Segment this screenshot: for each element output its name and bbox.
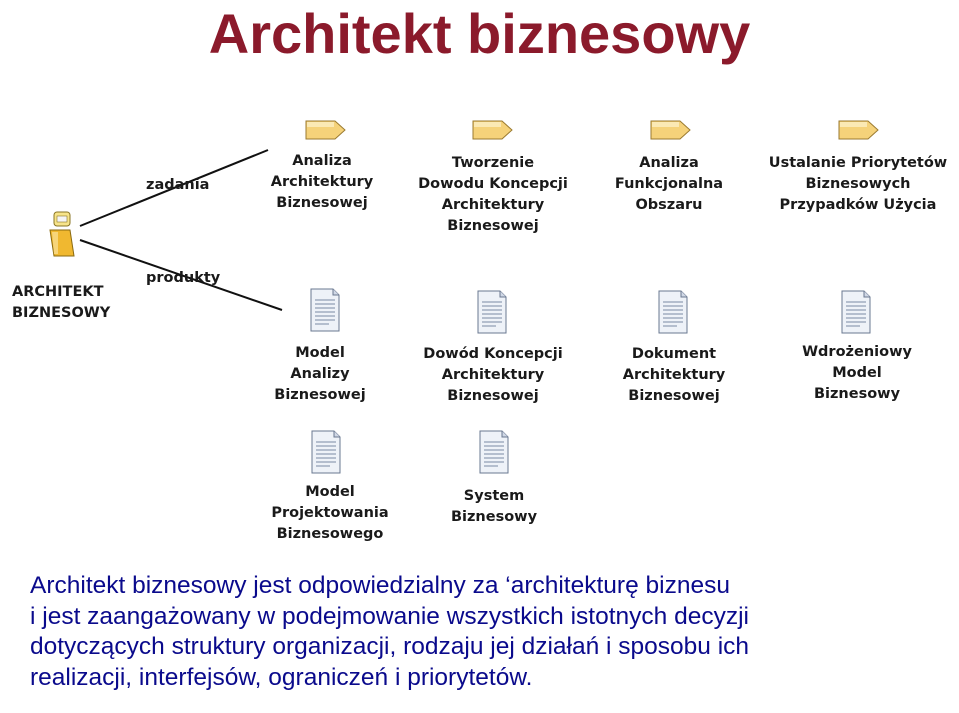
description-line: Architekt biznesowy jest odpowiedzialny za ‘architekturę biznesu xyxy=(30,572,730,599)
role-label xyxy=(12,282,110,324)
product-label: System Biznesowy xyxy=(450,488,538,525)
task-icon xyxy=(305,118,347,142)
page-title: Architekt biznesowy xyxy=(208,2,751,65)
task-icon xyxy=(650,118,692,142)
document-icon xyxy=(657,290,689,334)
task-label: Analiza Architektury Biznesowej xyxy=(270,153,374,211)
role-label-line1: ARCHITEKT xyxy=(12,284,104,300)
description-line: dotyczących struktury organizacji, rodzaju jej działań i sposobu ich xyxy=(30,633,750,661)
product-label: Model Projektowania Biznesowego xyxy=(271,484,389,542)
product-label: Dokument Architektury Biznesowej xyxy=(622,346,726,404)
person-icon xyxy=(44,210,80,258)
document-icon xyxy=(840,290,872,334)
document-icon xyxy=(478,430,510,474)
document-icon xyxy=(309,288,341,332)
task-label: Ustalanie Priorytetów Biznesowych Przypadków Użycia xyxy=(768,155,948,213)
document-icon xyxy=(310,430,342,474)
role-diagram xyxy=(0,100,959,555)
description-text xyxy=(30,571,940,693)
product-label: Wdrożeniowy Model Biznesowy xyxy=(802,344,912,402)
task-label: Tworzenie Dowodu Koncepcji Architektury Biznesowej xyxy=(418,155,568,234)
tasks-edge-label: zadania xyxy=(146,177,210,193)
role-label-line2: BIZNESOWY xyxy=(12,305,111,321)
product-label: Model Analizy Biznesowej xyxy=(274,345,366,403)
task-icon xyxy=(838,118,880,142)
product-label: Dowód Koncepcji Architektury Biznesowej xyxy=(423,346,563,404)
description-line: i jest zaangażowany w podejmowanie wszystkich istotnych decyzji xyxy=(30,602,749,630)
task-label: Analiza Funkcjonalna Obszaru xyxy=(614,155,724,213)
document-icon xyxy=(476,290,508,334)
description-line: realizacji, interfejsów, ograniczeń i priorytetów. xyxy=(30,663,533,691)
products-edge-label: produkty xyxy=(146,270,221,286)
task-icon xyxy=(472,118,514,142)
